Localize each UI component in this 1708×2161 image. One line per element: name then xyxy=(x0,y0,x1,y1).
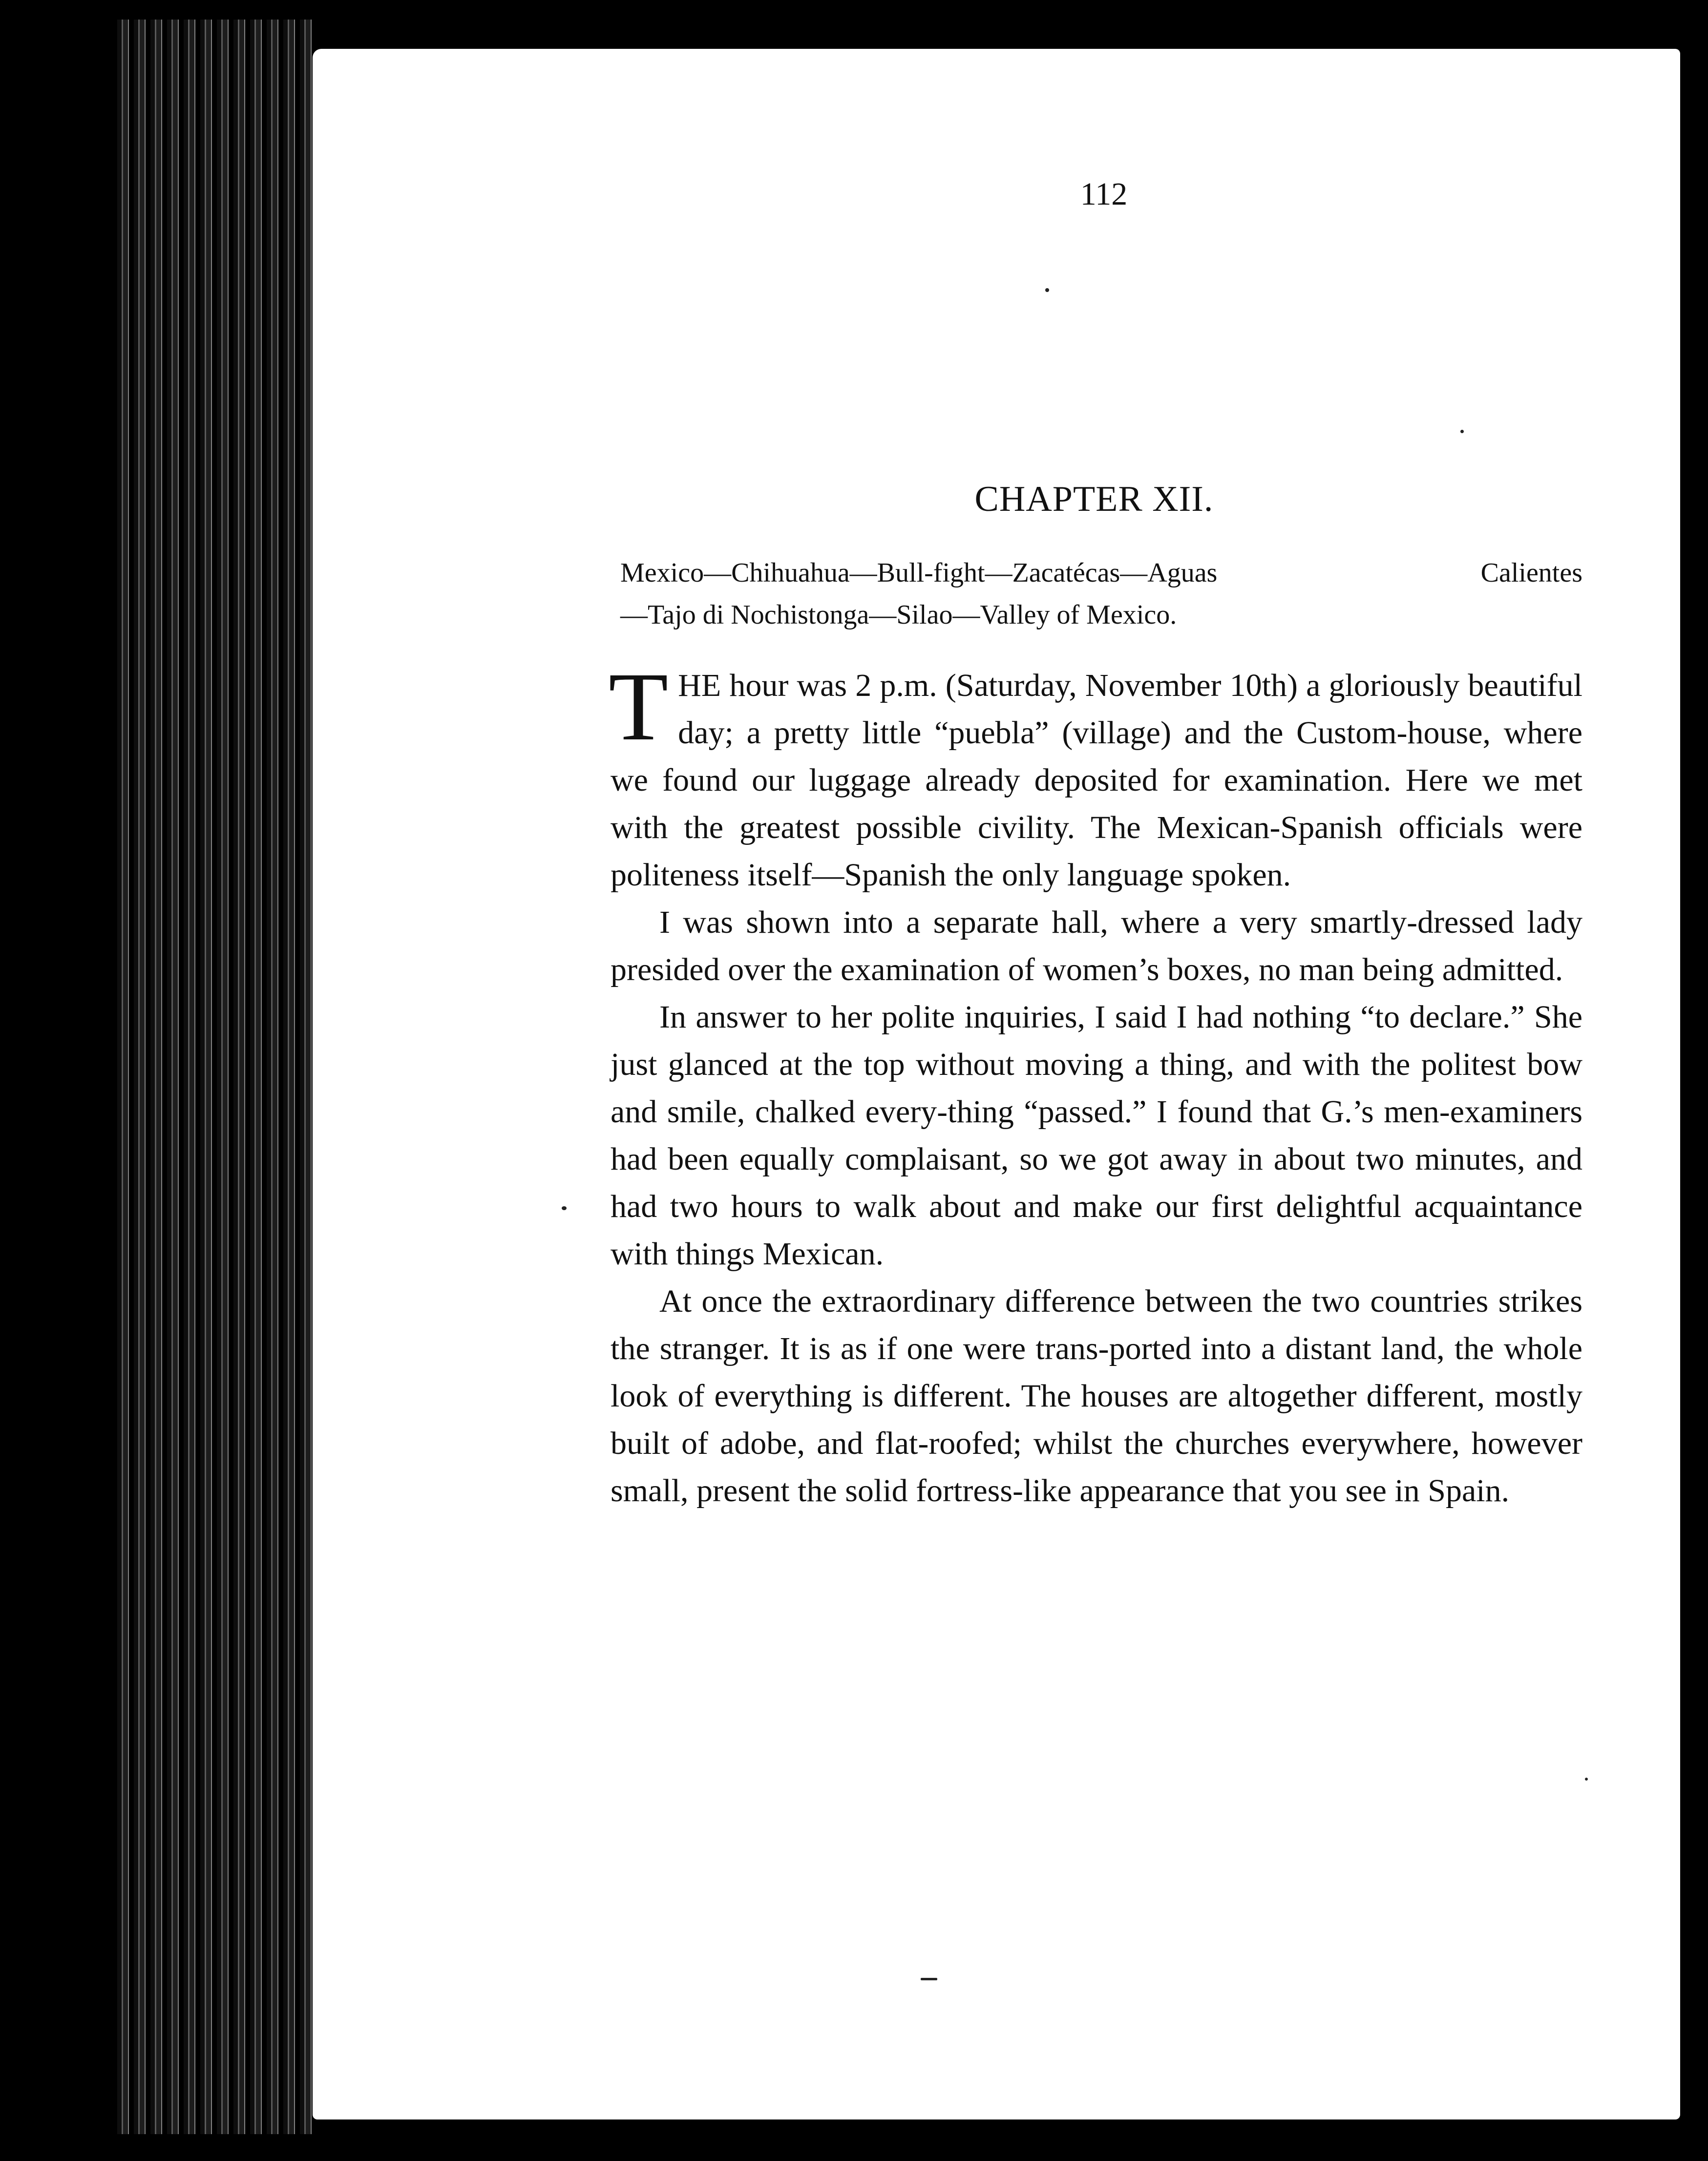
paragraph-text: At once the extraordinary difference between the two countries strikes the stranger. It is as if one were trans-ported into a distant land, the whole look of everything is different. The houses are altogether different, mostly built of adobe, and flat-roofed; whilst the churches everywhere, however small, present the solid fortress-like appearance that you see in Spain. xyxy=(611,1283,1582,1509)
paragraph-text: In answer to her polite inquiries, I said I had nothing “to declare.” She just glanced at the top without moving a thing, and with the politest bow and smile, chalked every-thing “passed.” I found that G.’s men-examiners had been equally complaisant, so we got away in about two minutes, and had two hours to walk about and make our first delightful acquaintance with things Mexican. xyxy=(611,999,1582,1272)
paragraph-4 xyxy=(611,1278,1582,1514)
scan-speck xyxy=(1460,430,1464,433)
scan-speck xyxy=(921,1978,937,1980)
scan-speck xyxy=(1045,288,1049,292)
scan-border-top xyxy=(313,29,1680,49)
chapter-title: CHAPTER XII. xyxy=(974,479,1214,519)
paragraph-1 xyxy=(609,653,1582,899)
synopsis-line-2: —Tajo di Nochistonga—Silao—Valley of Mexico. xyxy=(620,600,1177,630)
book-page-edges xyxy=(117,20,313,2134)
chapter-body xyxy=(609,653,1582,1514)
paragraph-text: HE hour was 2 p.m. (Saturday, November 10th) a gloriously beautiful day; a pretty little “puebla” (village) and the Custom-house, where we found our luggage already deposited for examination. Here we met with the greatest possible civility. The Mexican-Spanish officials were politeness itself—Spanish the only language spoken. xyxy=(611,668,1582,893)
paragraph-text: I was shown into a separate hall, where a very smartly-dressed lady presided over the examination of women’s boxes, no man being admitted. xyxy=(611,904,1582,987)
drop-cap: T xyxy=(609,653,669,761)
chapter-synopsis xyxy=(620,552,1582,636)
synopsis-line-1: Mexico—Chihuahua—Bull-fight—Zacatécas—Aguas Calientes xyxy=(620,558,1582,588)
scan-speck xyxy=(1585,1778,1588,1781)
paragraph-3 xyxy=(611,993,1582,1278)
page-number: 112 xyxy=(1080,176,1128,212)
scan-border-right xyxy=(1680,49,1708,2119)
scan-speck xyxy=(562,1206,567,1210)
paragraph-2 xyxy=(611,899,1582,993)
